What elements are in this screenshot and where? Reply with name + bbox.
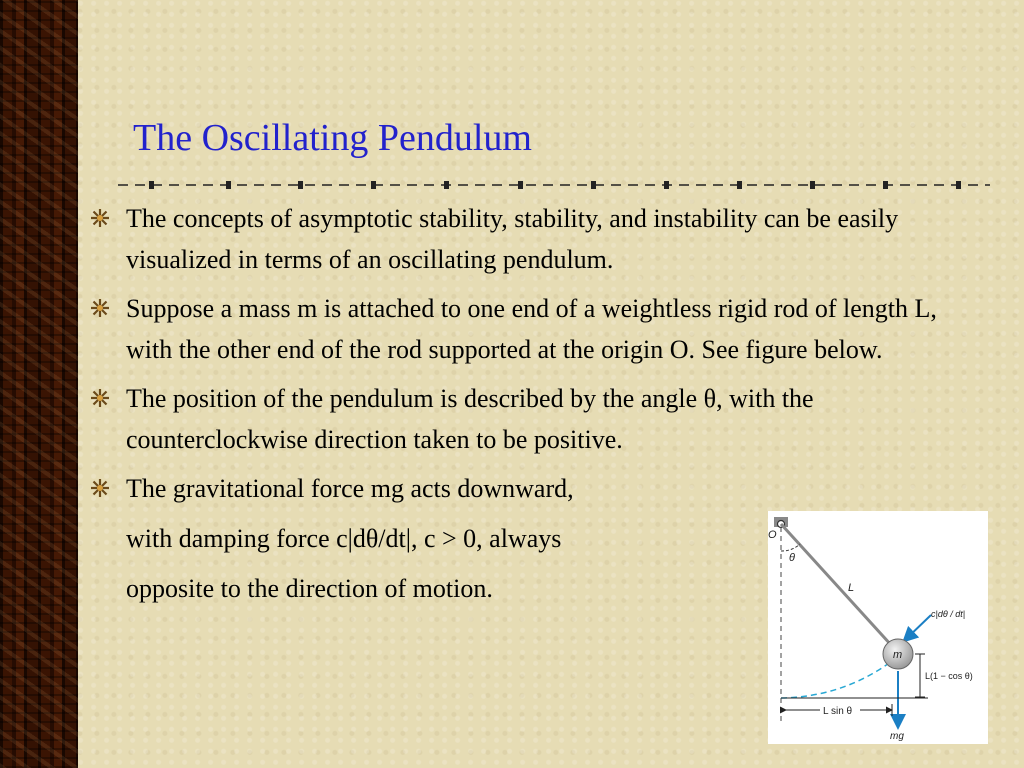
rod-label: L	[848, 582, 855, 594]
height-label: L(1 − cos θ)	[925, 671, 973, 681]
bullet-star-icon	[88, 386, 112, 410]
bullet-text: Suppose a mass m is attached to one end of a weightless rigid rod of length L, with the other end of the rod supported at the origin O. See figure below.	[126, 294, 937, 364]
bullet-star-icon	[88, 206, 112, 230]
damping-label: c|dθ / dt|	[931, 609, 966, 619]
mass-label: m	[893, 649, 903, 661]
bullet-item	[88, 288, 988, 370]
slide-title: The Oscillating Pendulum	[133, 117, 532, 159]
bullet-star-icon	[88, 296, 112, 320]
decorative-left-band-texture	[0, 0, 78, 768]
horizontal-label: L sin θ	[823, 706, 853, 717]
continuation-line: opposite to the direction of motion.	[126, 574, 493, 603]
angle-label: θ	[789, 552, 795, 564]
bullet-item	[88, 198, 988, 280]
bullet-text: The concepts of asymptotic stability, stability, and instability can be easily visualized in terms of an oscillating pendulum.	[126, 204, 899, 274]
bullet-star-icon	[88, 476, 112, 500]
weight-label: mg	[890, 731, 904, 742]
bullet-text: The gravitational force mg acts downward,	[126, 474, 574, 503]
continuation-line: with damping force c|dθ/dt|, c > 0, always	[126, 524, 562, 553]
bullet-item	[88, 468, 988, 509]
bullet-item	[88, 378, 988, 460]
title-divider	[118, 178, 990, 192]
pendulum-figure	[768, 511, 988, 744]
bullet-text: The position of the pendulum is described by the angle θ, with the counterclockwise direction taken to be positive.	[126, 384, 814, 454]
pendulum-diagram	[768, 511, 988, 744]
origin-label: O	[768, 529, 777, 541]
